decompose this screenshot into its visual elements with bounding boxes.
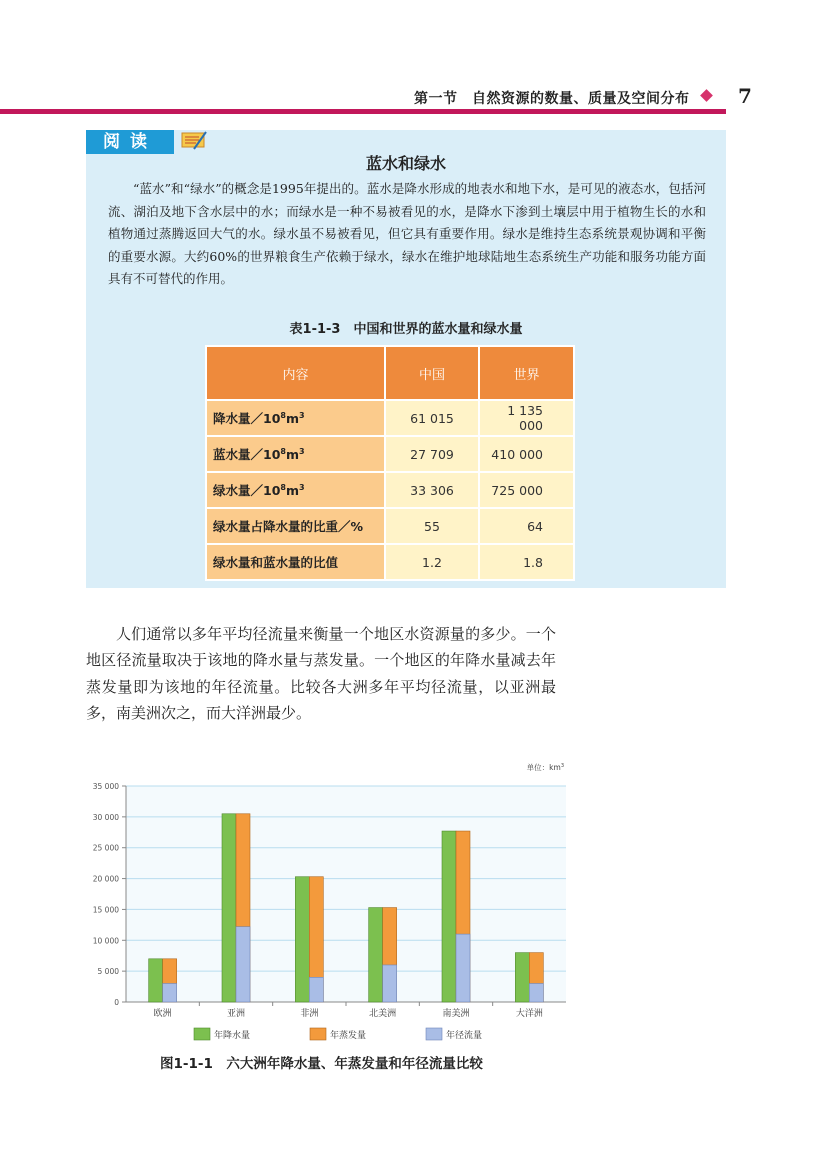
diamond-icon bbox=[700, 89, 713, 102]
table-row bbox=[206, 508, 574, 544]
bar-precipitation bbox=[222, 814, 236, 1002]
table-header-row bbox=[206, 346, 574, 400]
bar-runoff bbox=[383, 965, 397, 1002]
china-value: 33 306 bbox=[385, 472, 479, 508]
legend-swatch bbox=[426, 1028, 442, 1040]
row-label: 绿水量$/10^8m^3$ bbox=[206, 472, 385, 508]
china-value: 55 bbox=[385, 508, 479, 544]
table-row bbox=[206, 472, 574, 508]
body-paragraph: 人们通常以多年平均径流量来衡量一个地区水资源量的多少。一个地区径流量取决于该地的降水量与蒸发量。一个地区的年降水量减去年蒸发量即为该地的年径流量。比较各大洲多年平均径流量，以亚洲最多，南美洲次之，而大洋洲最少。 bbox=[86, 625, 556, 723]
table-row bbox=[206, 436, 574, 472]
y-tick-label: 15 000 bbox=[92, 905, 119, 915]
x-tick-label: 大洋洲 bbox=[515, 1009, 543, 1019]
world-value: 410 000 bbox=[479, 436, 574, 472]
row-label: 蓝水量$/10^8m^3$ bbox=[206, 436, 385, 472]
legend-label: 年径流量 bbox=[446, 1031, 483, 1041]
y-tick-label: 10 000 bbox=[92, 936, 119, 946]
unit-label: 单位：$km^3$ bbox=[526, 763, 564, 772]
row-label: 绿水量和蓝水量的比值 bbox=[206, 544, 385, 580]
water-table bbox=[205, 345, 575, 581]
reading-tag: 阅读 bbox=[86, 130, 174, 154]
x-tick-label: 亚洲 bbox=[226, 1009, 246, 1019]
table-row bbox=[206, 544, 574, 580]
world-value: 64 bbox=[479, 508, 574, 544]
world-value: 1 135 000 bbox=[479, 400, 574, 436]
x-tick-label: 北美洲 bbox=[369, 1009, 397, 1019]
book-icon bbox=[181, 130, 207, 150]
bar-runoff bbox=[529, 983, 543, 1002]
y-tick-label: 25 000 bbox=[92, 843, 119, 853]
china-value: 27 709 bbox=[385, 436, 479, 472]
x-tick-label: 非洲 bbox=[300, 1009, 319, 1019]
x-tick-label: 南美洲 bbox=[442, 1009, 470, 1019]
header-section-title: 第一节 自然资源的数量、质量及空间分布 bbox=[414, 91, 690, 107]
table-caption: 表1-1-3 中国和世界的蓝水量和绿水量 bbox=[289, 322, 523, 337]
table-header-content: 内容 bbox=[206, 346, 385, 400]
y-tick-label: 5 000 bbox=[97, 967, 119, 977]
y-tick-label: 20 000 bbox=[92, 874, 119, 884]
world-value: 725 000 bbox=[479, 472, 574, 508]
bar-runoff bbox=[163, 983, 177, 1002]
page-number: 7 bbox=[738, 84, 752, 108]
bar-precipitation bbox=[149, 959, 163, 1002]
y-tick-label: 30 000 bbox=[92, 812, 119, 822]
legend-swatch bbox=[194, 1028, 210, 1040]
china-value: 1.2 bbox=[385, 544, 479, 580]
figure-caption: 图1-1-1 六大洲年降水量、年蒸发量和年径流量比较 bbox=[160, 1056, 483, 1072]
table-header-world: 世界 bbox=[479, 346, 574, 400]
row-label: 绿水量占降水量的比重／% bbox=[206, 508, 385, 544]
plot-area bbox=[126, 786, 566, 1002]
header-rule bbox=[0, 109, 726, 114]
bar-runoff bbox=[236, 927, 250, 1002]
runoff-bar-chart bbox=[86, 758, 586, 1048]
bar-precipitation bbox=[442, 831, 456, 1002]
world-value: 1.8 bbox=[479, 544, 574, 580]
legend-swatch bbox=[310, 1028, 326, 1040]
china-value: 61 015 bbox=[385, 400, 479, 436]
bar-precipitation bbox=[369, 908, 383, 1002]
y-tick-label: 35 000 bbox=[92, 782, 119, 791]
y-tick-label: 0 bbox=[114, 998, 119, 1007]
bar-precipitation bbox=[295, 877, 309, 1002]
legend-label: 年蒸发量 bbox=[330, 1031, 367, 1041]
x-tick-label: 欧洲 bbox=[153, 1009, 172, 1019]
bar-runoff bbox=[456, 934, 470, 1002]
reading-heading: 蓝水和绿水 bbox=[365, 154, 446, 173]
bar-precipitation bbox=[515, 953, 529, 1002]
legend-label: 年降水量 bbox=[214, 1031, 251, 1041]
table-header-china: 中国 bbox=[385, 346, 479, 400]
bar-runoff bbox=[309, 977, 323, 1002]
row-label: 降水量$/10^8m^3$ bbox=[206, 400, 385, 436]
reading-paragraph: “蓝水”和“绿水”的概念是1995年提出的。蓝水是降水形成的地表水和地下水，是可见的液态水，包括河流、湖泊及地下含水层中的水；而绿水是一种不易被看见的水，是降水下渗到土壤层中用于植物生长的水和植物通过蒸腾返回大气的水。绿水虽不易被看见，但它具有重要作用。绿水是维持生态系统景观协调和平衡的重要水源。大约60%的世界粮食生产依赖于绿水，绿水在维护地球陆地生态系统生产功能和服务功能方面具有不可替代的作用。 bbox=[108, 181, 706, 286]
table-row bbox=[206, 400, 574, 436]
